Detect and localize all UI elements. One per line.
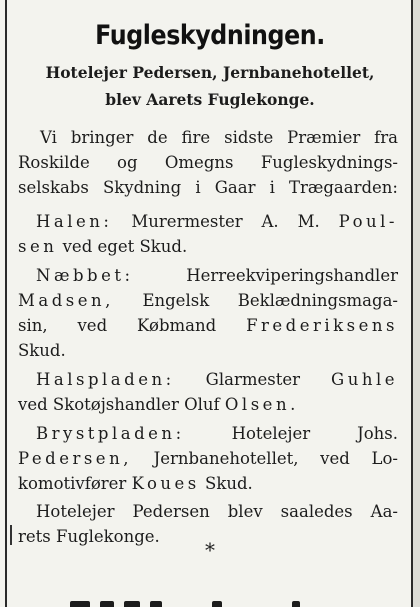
prize-name-spaced: Olsen. bbox=[224, 395, 299, 414]
article-subheadline-2: blev Aarets Fuglekonge. bbox=[105, 90, 315, 109]
prize-halspladen-line-1 bbox=[36, 370, 398, 390]
intro-line-1: Vi bringer de fire sidste Præmier fra bbox=[40, 128, 398, 147]
prize-text: ved eget Skud. bbox=[62, 237, 188, 256]
prize-name-spaced: Guhle bbox=[331, 370, 398, 389]
prize-text: sin, ved Købmand bbox=[18, 316, 217, 335]
prize-text: Skud. bbox=[205, 474, 253, 493]
prize-text: Glarmester bbox=[205, 370, 301, 389]
prize-brystpladen-line-3 bbox=[18, 474, 398, 494]
article-subheadline-1: Hotelejer Pedersen, Jernbanehotellet, bbox=[45, 63, 375, 82]
closing-line-1: Hotelejer Pedersen blev saaledes Aa- bbox=[36, 502, 398, 521]
prize-label: Halen: bbox=[36, 212, 113, 231]
prize-text: Hotelejer Johs. bbox=[231, 424, 398, 443]
prize-brystpladen-line-2 bbox=[18, 449, 398, 469]
section-separator: * bbox=[205, 538, 215, 562]
prize-name-spaced: Koues bbox=[131, 474, 200, 493]
prize-naebbet-line-3 bbox=[18, 316, 398, 336]
prize-label: Halspladen: bbox=[36, 370, 175, 389]
prize-naebbet-line-2 bbox=[18, 291, 398, 311]
prize-halen-line-1 bbox=[36, 212, 398, 232]
prize-label: Brystpladen: bbox=[36, 424, 185, 443]
prize-name-spaced: Pedersen, bbox=[18, 449, 132, 468]
prize-text: ved Skotøjshandler Oluf bbox=[18, 395, 220, 414]
prize-name-spaced: sen bbox=[18, 237, 58, 256]
prize-naebbet-line-1 bbox=[36, 266, 398, 286]
next-headline-fragment bbox=[70, 588, 350, 607]
prize-label: Næbbet: bbox=[36, 266, 134, 285]
article-headline: Fugleskydningen. bbox=[95, 20, 325, 51]
intro-line-2: Roskilde og Omegns Fugleskydnings- bbox=[18, 153, 398, 172]
prize-halspladen-line-2 bbox=[18, 395, 398, 415]
prize-text: Herreekviperingshandler bbox=[186, 266, 398, 285]
closing-line-2: rets Fuglekonge. bbox=[18, 527, 160, 546]
prize-name-spaced: Frederiksens bbox=[246, 316, 398, 335]
prize-halen-line-2 bbox=[18, 237, 398, 257]
prize-name-spaced: Madsen, bbox=[18, 291, 114, 310]
prize-text: Engelsk Beklædningsmaga- bbox=[142, 291, 398, 310]
prize-text: komotivfører bbox=[18, 474, 127, 493]
prize-brystpladen-line-1 bbox=[36, 424, 398, 444]
prize-text: Jernbanehotellet, ved Lo- bbox=[153, 449, 398, 468]
prize-name-spaced: Poul- bbox=[338, 212, 399, 231]
intro-line-3: selskabs Skydning i Gaar i Trægaarden: bbox=[18, 178, 398, 197]
prize-text: Murermester A. M. bbox=[131, 212, 320, 231]
prize-naebbet-line-4: Skud. bbox=[18, 341, 66, 360]
